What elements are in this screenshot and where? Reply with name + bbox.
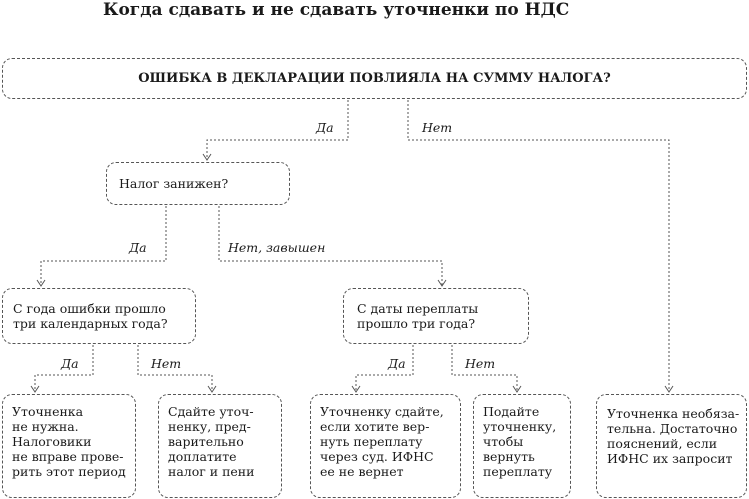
edge-root-no <box>408 100 669 392</box>
edge-label-underpaid-no: Нет, завышен <box>228 240 326 255</box>
edge-label-err-no: Нет <box>151 356 182 371</box>
root-question-text: ОШИБКА В ДЕКЛАРАЦИИ ПОВЛИЯЛА НА СУММУ НАЛОГА? <box>138 71 611 86</box>
edge-label-underpaid-yes: Да <box>129 240 147 255</box>
leaf-optional <box>596 394 747 498</box>
leaf-refund <box>473 394 571 498</box>
leaf-pay-first <box>158 394 282 498</box>
edge-label-over-no: Нет <box>465 356 496 371</box>
edge-label-root-yes: Да <box>316 120 334 135</box>
leaf-pay-first-text: Сдайте уточ- ненку, пред- варительно доплатите налог и пени <box>168 404 255 479</box>
leaf-no-need <box>2 394 136 498</box>
leaf-no-need-text: Уточненка не нужна. Налоговики не вправе прове- рить этот период <box>12 404 126 479</box>
underpaid-question-text: Налог занижен? <box>119 176 229 191</box>
leaf-optional-text: Уточненка необяза- тельна. Достаточно пояснений, если ИФНС их запросит <box>607 406 740 466</box>
root-question <box>2 58 747 99</box>
leaf-court <box>310 394 461 498</box>
edge-underpaid-yes <box>41 206 166 286</box>
three-years-overpay-text: С даты переплаты прошло три года? <box>357 301 479 331</box>
underpaid-question <box>106 162 290 205</box>
diagram-title: Когда сдавать и не сдавать уточненки по НДС <box>103 0 570 20</box>
edge-label-root-no: Нет <box>422 120 453 135</box>
edge-label-over-yes: Да <box>388 356 406 371</box>
three-years-error-text: С года ошибки прошло три календарных года? <box>13 301 168 331</box>
leaf-court-text: Уточненку сдайте, если хотите вер- нуть переплату через суд. ИФНС ее не вернет <box>320 404 444 479</box>
three-years-error-question <box>2 288 196 344</box>
leaf-refund-text: Подайте уточненку, чтобы вернуть переплату <box>483 404 557 479</box>
edge-label-err-yes: Да <box>61 356 79 371</box>
three-years-overpay-question <box>343 288 529 344</box>
